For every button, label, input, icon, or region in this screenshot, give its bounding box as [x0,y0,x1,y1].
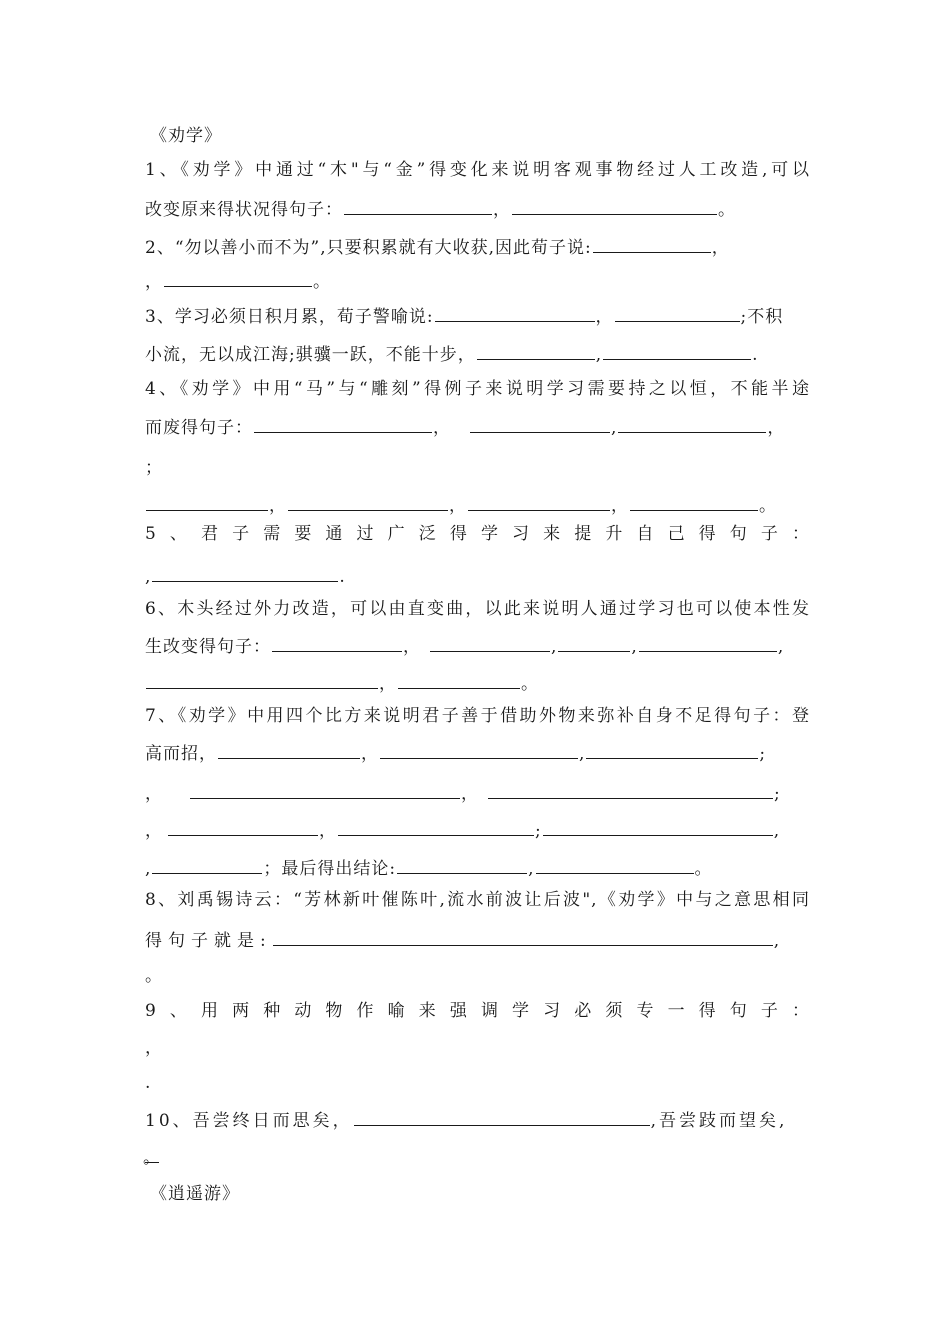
punctuation: ， [493,200,511,220]
punctuation: , [528,859,535,879]
question-9-line-3: . [145,1073,152,1093]
question-6-line-2 [145,631,810,661]
answer-blank[interactable] [488,778,773,799]
answer-blank[interactable] [639,631,777,652]
question-1-prompt: 改变原来得状况得句子： [145,200,343,220]
section-title-quanxue: 《劝学》 [150,126,222,146]
answer-blank[interactable] [435,301,595,322]
answer-blank[interactable] [152,561,338,582]
question-7-prompt: 高而招， [145,744,217,764]
question-6-line-1: 6、木头经过外力改造，可以由直变曲，以此来说明人通过学习也可以使本性发 [145,599,810,619]
punctuation: , [145,567,152,587]
question-7-line-1: 7、《劝学》中用四个比方来说明君子善于借助外物来弥补自身不足得句子：登 [145,706,810,726]
question-4-line-1: 4、《劝学》中用“马”与“雕刻”得例子来说明学习需要持之以恒，不能半途 [145,379,810,399]
question-8-line-3: 。 [145,966,163,986]
punctuation: ， [461,784,479,804]
question-2-line-2 [145,266,810,296]
question-1-line-2 [145,194,810,224]
punctuation: 。 [313,272,331,292]
answer-blank[interactable] [164,266,312,287]
answer-blank[interactable] [168,815,318,836]
question-4-line-3: ； [145,458,163,478]
punctuation: 。 [759,496,777,516]
punctuation: , [773,821,781,841]
question-7-conclusion: ；最后得出结论: [263,859,397,879]
question-10-line-2 [145,1143,810,1173]
question-3-line-2 [145,339,810,369]
question-9-line-2: ， [145,1038,163,1058]
question-7-line-4 [145,815,810,845]
punctuation: 。 [718,200,736,220]
question-3-text: ;不积 [740,307,784,327]
punctuation: ; [535,821,542,841]
question-8-line-2 [145,925,810,955]
answer-blank[interactable] [272,631,402,652]
answer-blank[interactable] [630,490,758,511]
answer-blank[interactable] [477,339,595,360]
answer-blank[interactable] [512,194,717,215]
punctuation: ， [319,821,337,841]
punctuation: 。 [694,859,713,879]
question-10-prompt: 10、吾尝终日而思矣， [145,1111,353,1131]
answer-blank[interactable] [470,412,610,433]
punctuation: ， [711,238,730,258]
punctuation: , [777,637,785,657]
question-3-prompt: 3、学习必须日积月累，荀子警喻说: [145,307,434,327]
answer-blank[interactable] [603,339,751,360]
answer-blank[interactable] [397,853,527,874]
question-7-line-5 [145,853,810,883]
punctuation: , [595,345,603,365]
punctuation: ， [433,418,451,438]
answer-blank[interactable] [338,815,534,836]
question-8-prompt: 得句子就是: [145,931,272,951]
punctuation: , [611,418,618,438]
question-10-line-1 [145,1105,810,1135]
question-6-prompt: 生改变得句子： [145,637,271,657]
punctuation: 。 [143,1148,161,1168]
punctuation: ; [759,744,767,764]
punctuation: ， [767,418,786,438]
punctuation: ， [361,744,379,764]
answer-blank[interactable] [468,490,610,511]
answer-blank[interactable] [618,412,766,433]
question-3-text: 小流，无以成江海;骐骥一跃，不能十步， [145,345,476,365]
punctuation: ， [145,784,163,804]
answer-blank[interactable] [536,853,694,874]
punctuation: ， [449,496,467,516]
punctuation: ， [595,307,614,327]
answer-blank[interactable] [398,668,520,689]
answer-blank[interactable] [146,668,378,689]
punctuation: ; [774,784,781,804]
answer-blank[interactable] [558,631,630,652]
punctuation: , [773,931,781,951]
question-10-text: ,吾尝跂而望矣, [650,1111,788,1131]
punctuation: ， [611,496,629,516]
question-4-prompt: 而废得句子： [145,418,253,438]
answer-blank[interactable] [152,853,262,874]
question-6-line-3 [145,668,810,698]
punctuation: . [752,345,759,365]
answer-blank[interactable] [254,412,432,433]
answer-blank[interactable] [586,738,758,759]
answer-blank[interactable] [543,815,773,836]
punctuation: , [551,637,558,657]
answer-blank[interactable] [430,631,550,652]
punctuation: ， [379,674,397,694]
punctuation: , [631,637,638,657]
answer-blank[interactable] [273,925,773,946]
question-4-line-4 [145,490,810,520]
section-title-xiaoyaoyou: 《逍遥游》 [150,1184,240,1204]
punctuation: ， [145,272,163,292]
question-1-line-1: 1、《劝学》中通过“木"与“金”得变化来说明客观事物经过人工改造,可以 [145,160,810,180]
answer-blank[interactable] [218,738,360,759]
answer-blank[interactable] [380,738,578,759]
punctuation: ， [403,637,421,657]
question-2-line-1 [145,232,810,262]
punctuation: ， [145,821,163,841]
question-2-prompt: 2、“勿以善小而不为”,只要积累就有大收获,因此荀子说: [145,238,592,258]
question-7-line-3 [145,778,810,808]
answer-blank[interactable] [593,232,711,253]
answer-blank[interactable] [146,490,268,511]
answer-blank[interactable] [354,1105,650,1126]
question-7-line-2 [145,738,810,768]
punctuation: 。 [521,674,539,694]
answer-blank[interactable] [615,301,740,322]
answer-blank[interactable] [344,194,492,215]
question-5-line-2 [145,561,810,591]
answer-blank[interactable] [190,778,460,799]
punctuation: ， [269,496,287,516]
answer-blank[interactable] [288,490,448,511]
question-8-line-1: 8、刘禹锡诗云：“芳林新叶催陈叶,流水前波让后波",《劝学》中与之意思相同 [145,890,810,910]
punctuation: , [579,744,586,764]
punctuation: , [145,859,152,879]
question-9-line-1: 9、用两种动物作喻来强调学习必须专一得句子： [145,1001,810,1021]
question-4-line-2 [145,412,810,442]
punctuation: . [339,567,346,587]
question-5-line-1: 5、君子需要通过广泛得学习来提升自己得句子： [145,524,810,544]
question-3-line-1 [145,301,810,331]
